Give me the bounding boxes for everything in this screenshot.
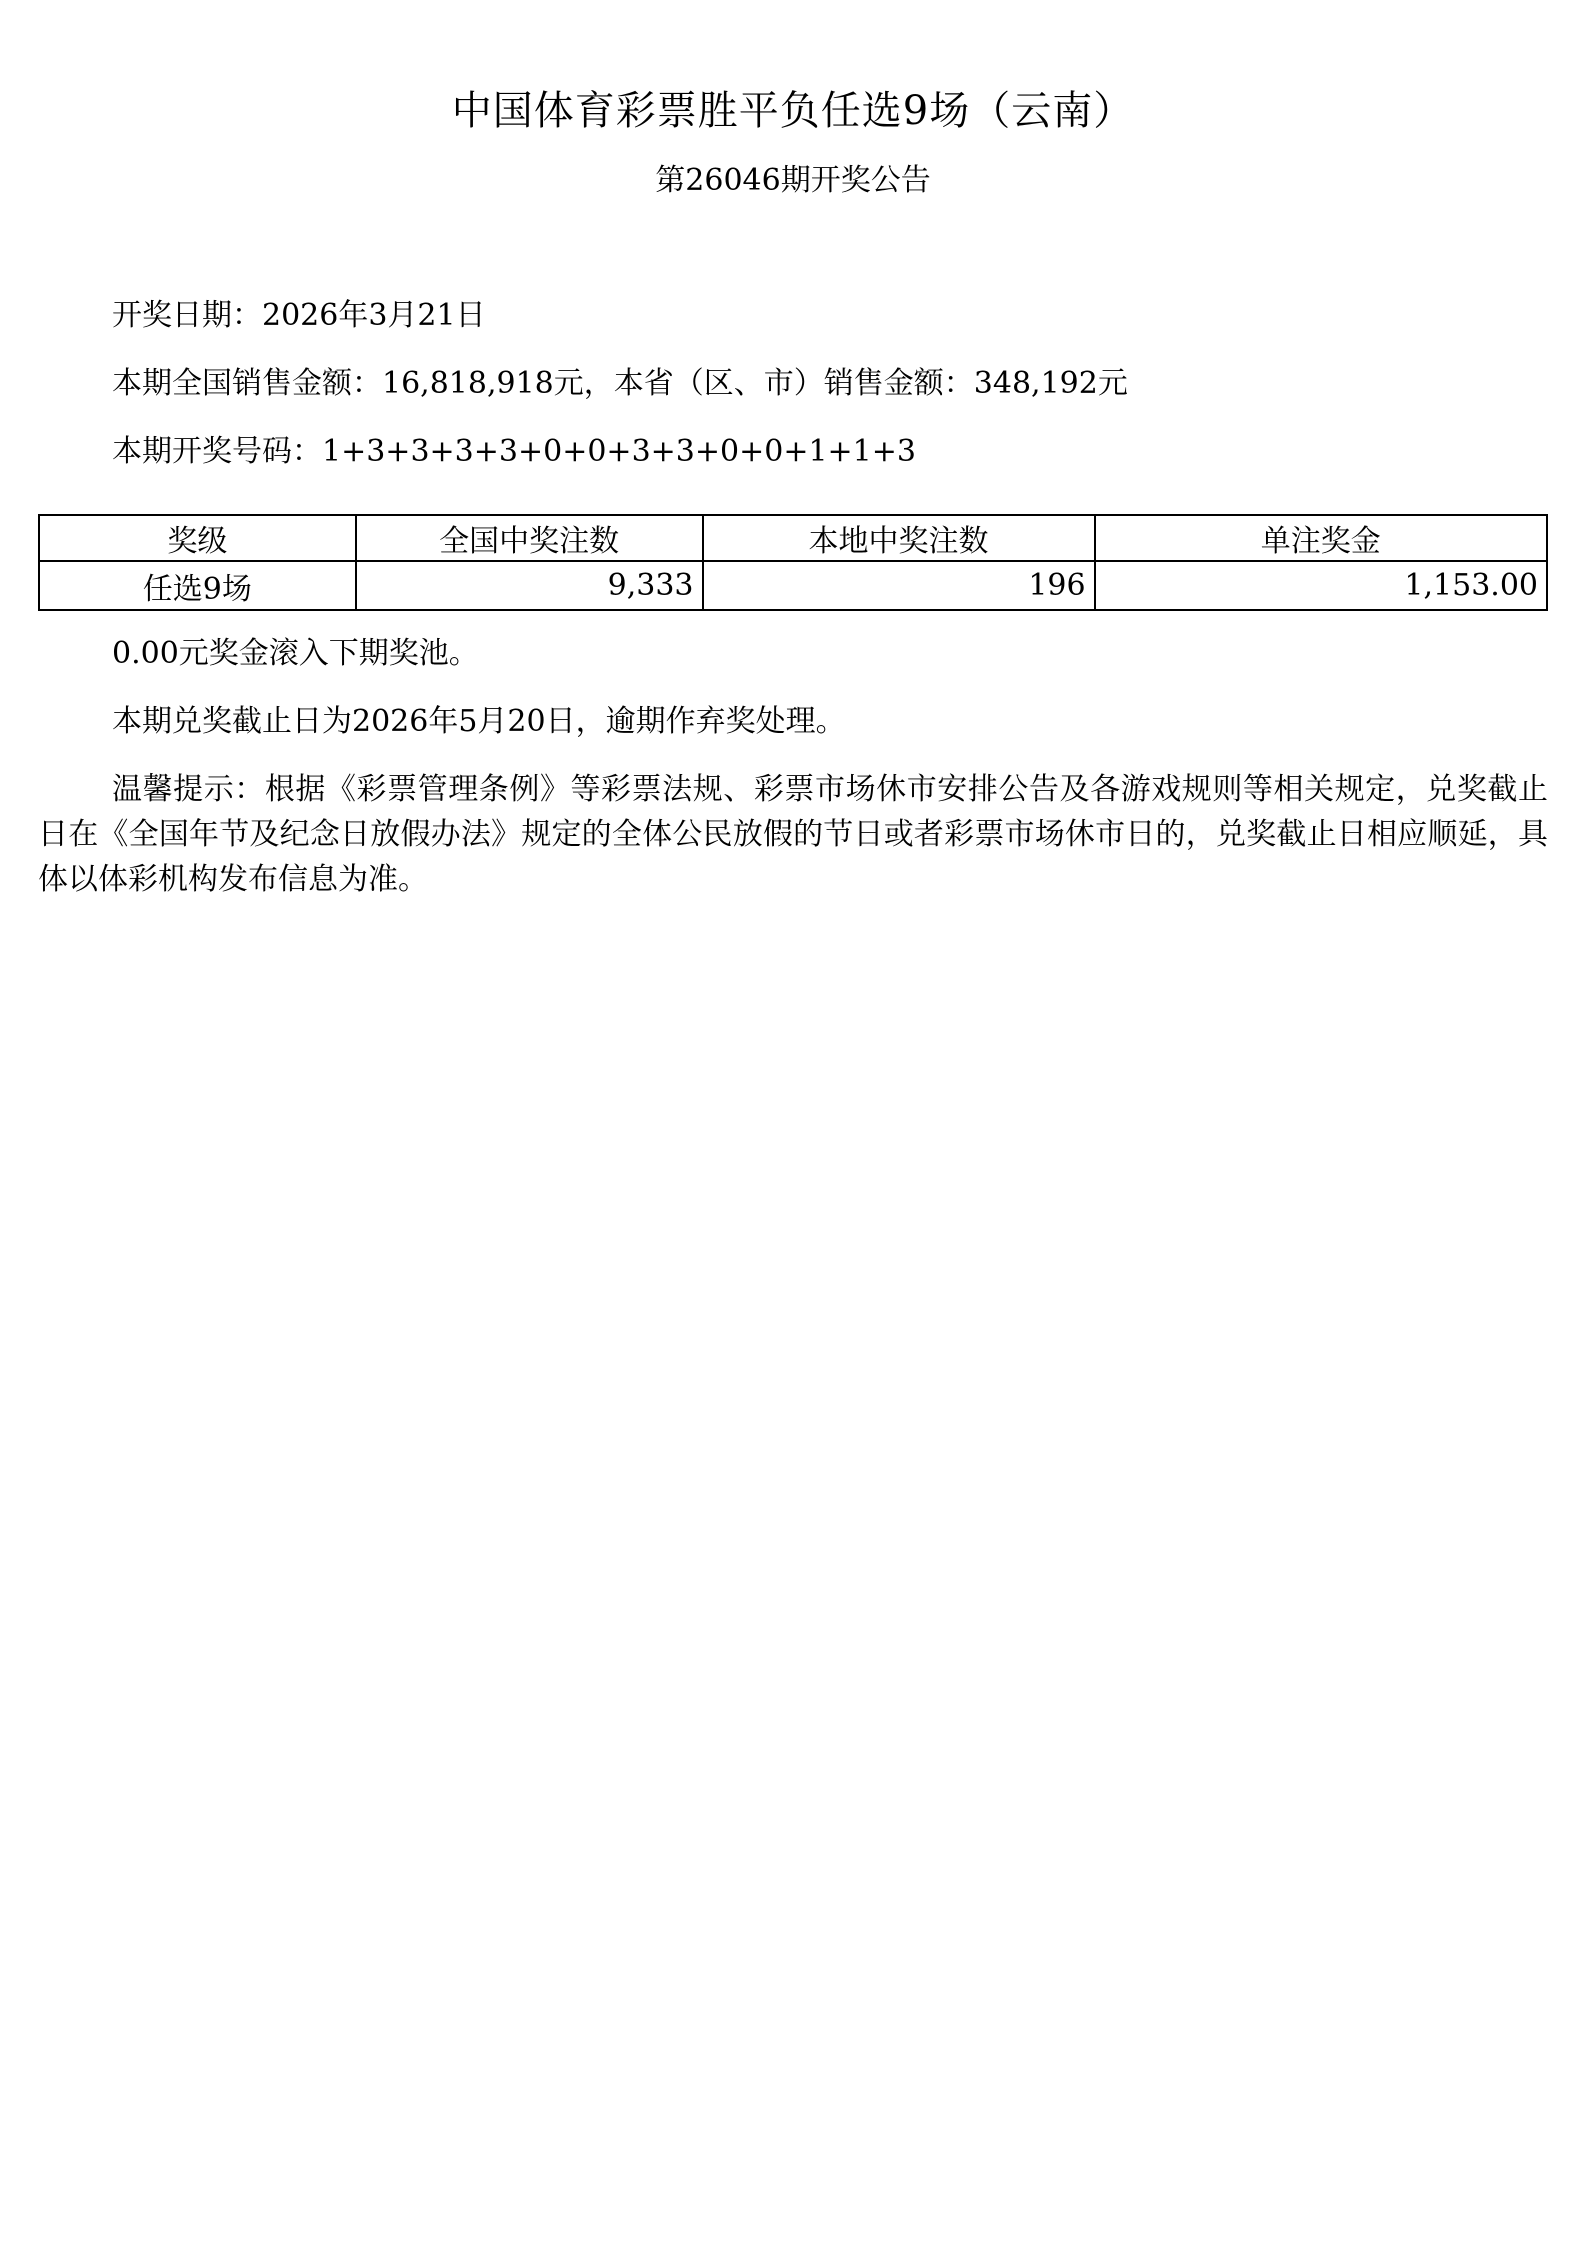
document-body [38,293,1548,902]
table-row [39,561,1547,610]
prize-amount-cell: 1,153.00 [1095,561,1547,610]
header-national-winners: 全国中奖注数 [356,515,703,561]
national-winners-cell: 9,333 [356,561,703,610]
prize-table [38,514,1548,611]
page-subtitle: 第26046期开奖公告 [655,163,931,198]
header-prize-amount: 单注奖金 [1095,515,1547,561]
header-local-winners: 本地中奖注数 [703,515,1095,561]
rollover-line: 0.00元奖金滚入下期奖池。 [112,636,479,671]
redeem-deadline-line: 本期兑奖截止日为2026年5月20日，逾期作弃奖处理。 [112,704,846,739]
draw-date-line: 开奖日期：2026年3月21日 [112,298,486,333]
prize-level-cell: 任选9场 [39,561,356,610]
local-winners-cell: 196 [703,561,1095,610]
page-title: 中国体育彩票胜平负任选9场（云南） [451,88,1135,134]
sales-amount-line: 本期全国销售金额：16,818,918元，本省（区、市）销售金额：348,192元 [112,366,1128,401]
header-prize-level: 奖级 [39,515,356,561]
winning-numbers-line: 本期开奖号码：1+3+3+3+3+0+0+3+3+0+0+1+1+3 [112,434,916,469]
reminder-paragraph: 温馨提示：根据《彩票管理条例》等彩票法规、彩票市场休市安排公告及各游戏规则等相关规定，兑奖截止日在《全国年节及纪念日放假办法》规定的全体公民放假的节日或者彩票市场休市日的，兑奖截止日相应顺延，具体以体彩机构发布信息为准。 [38,772,1548,897]
prize-table-header-row [39,515,1547,561]
